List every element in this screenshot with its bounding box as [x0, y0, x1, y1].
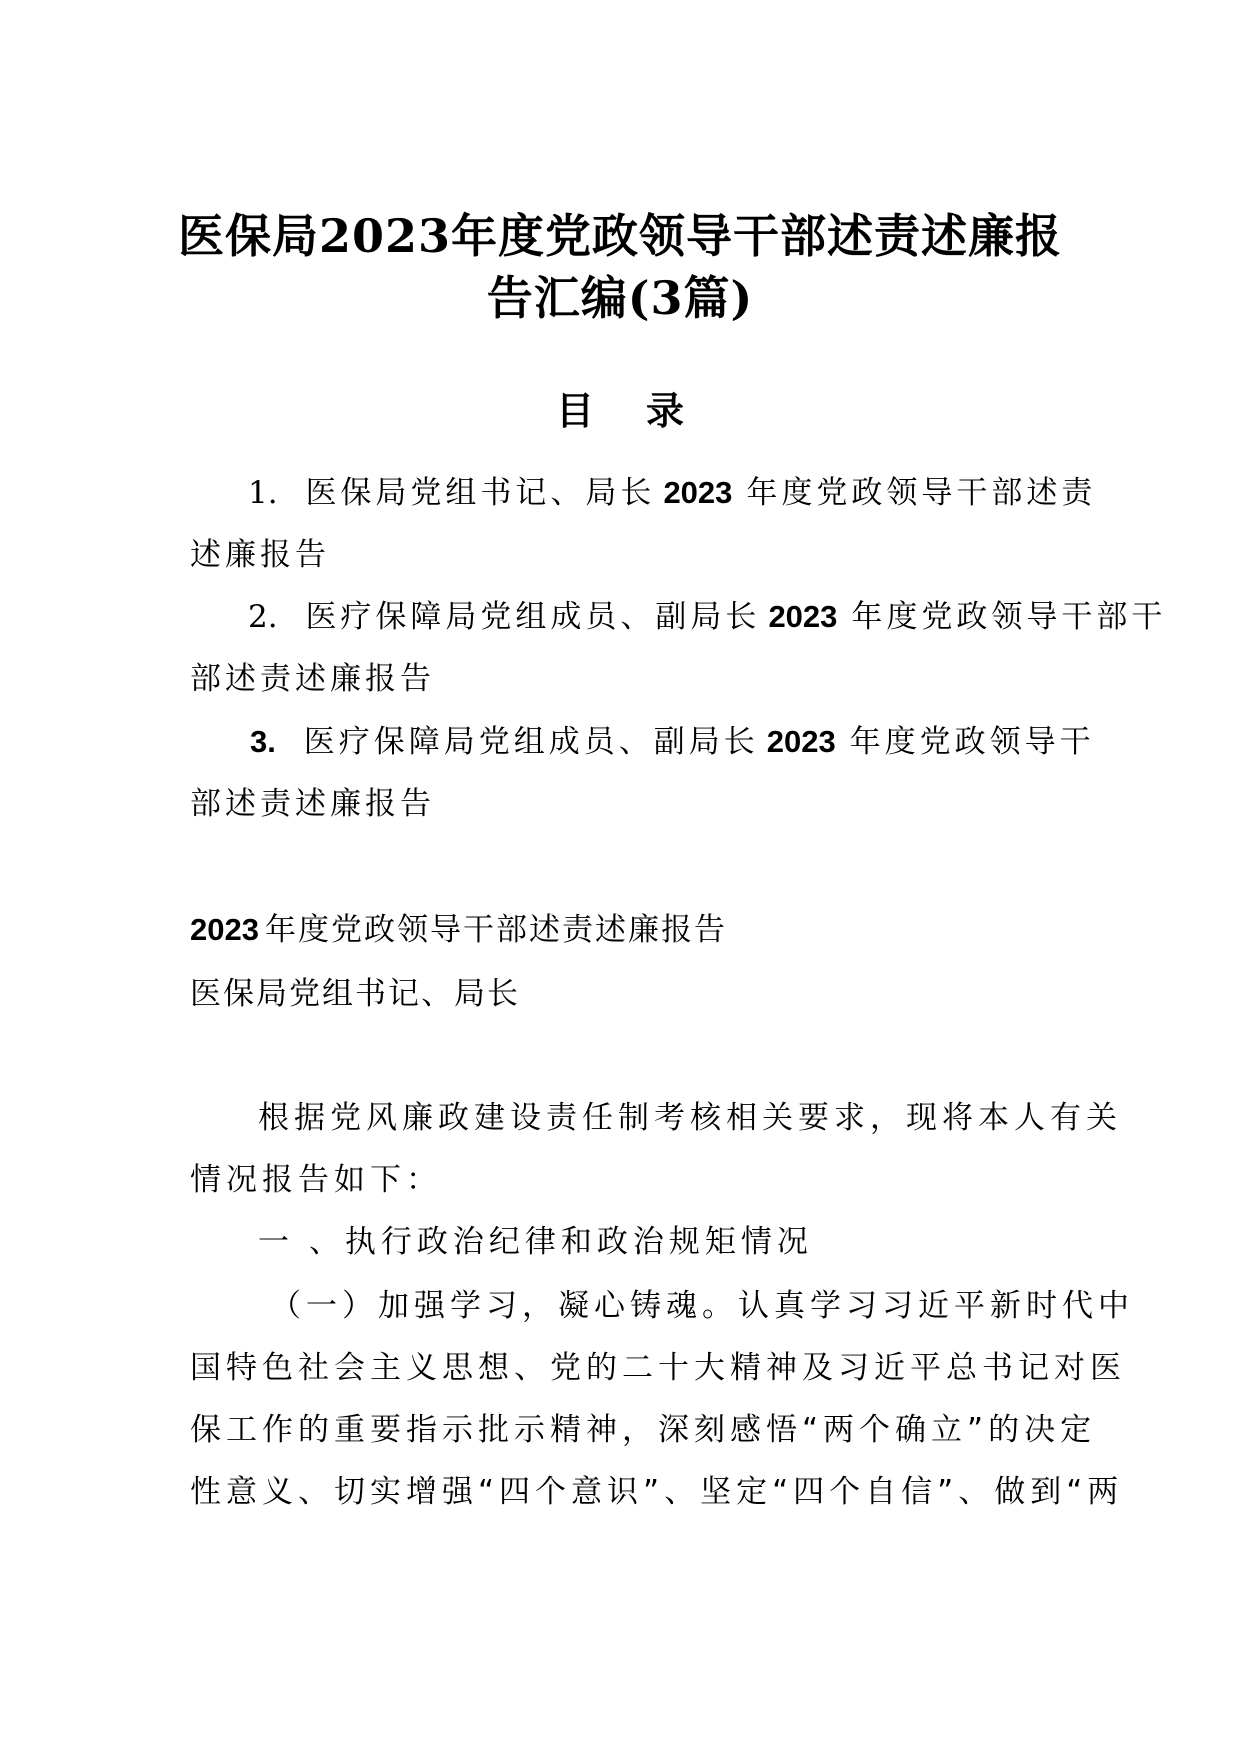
section-title-text: 年度党政领导干部述责述廉报告 — [264, 912, 727, 948]
toc-item-text: 医疗保障局党组成员、副局长 — [303, 724, 759, 760]
toc-item-year: 2023 — [766, 724, 836, 759]
toc-item-text: 医保局党组书记、局长 — [305, 475, 656, 511]
toc-item-year: 2023 — [768, 599, 838, 634]
document-title-line-1: 医保局2023年度党政领导干部述责述廉报 — [177, 209, 1063, 263]
body-heading-1: 一 、执行政治纪律和政治规矩情况 — [258, 1224, 813, 1260]
toc-item-text-rest: 年度党政领导干部 — [851, 599, 1132, 635]
toc-item-number: 1. — [248, 475, 278, 511]
body-line-4: 国特色社会主义思想、党的二十大精神及习近平总书记对医 — [190, 1350, 1126, 1386]
body-line-3: （一）加强学习，凝心铸魂。认真学习习近平新时代中 — [270, 1288, 1134, 1324]
toc-item-3-continuation[interactable]: 部述责述廉报告 — [190, 786, 435, 822]
toc-item-1[interactable] — [248, 473, 1096, 513]
toc-heading: 目录 — [555, 388, 736, 433]
toc-item-number: 2. — [248, 599, 278, 635]
section-title-year: 2023 — [190, 912, 259, 947]
body-line-5: 保工作的重要指示批示精神，深刻感悟“两个确立”的决定 — [190, 1412, 1097, 1448]
document-title-line-2: 告汇编(3篇) — [486, 271, 754, 325]
body-line-6: 性意义、切实增强“四个意识”、坚定“四个自信”、做到“两 — [190, 1474, 1124, 1510]
toc-item-text-rest: 年度党政领导干 — [849, 724, 1095, 760]
section-title — [190, 910, 727, 950]
toc-item-number: 3. — [250, 724, 276, 759]
body-line-1: 根据党风廉政建设责任制考核相关要求，现将本人有关 — [258, 1100, 1122, 1136]
toc-item-2[interactable]: 2. 医疗保障局党组成员、副局长 2023 年度党政领导干部干 — [248, 599, 1163, 635]
toc-item-year: 2023 — [663, 475, 733, 510]
section-author: 医保局党组书记、局长 — [190, 976, 520, 1012]
toc-item-2-continuation[interactable]: 部述责述廉报告 — [190, 661, 435, 697]
toc-item-3[interactable] — [250, 722, 1095, 762]
toc-item-text-rest: 年度党政领导干部述责 — [746, 475, 1097, 511]
toc-item-text: 医疗保障局党组成员、副局长 — [305, 599, 761, 635]
body-line-2: 情况报告如下： — [190, 1162, 442, 1198]
toc-item-1-continuation[interactable]: 述廉报告 — [190, 537, 330, 573]
